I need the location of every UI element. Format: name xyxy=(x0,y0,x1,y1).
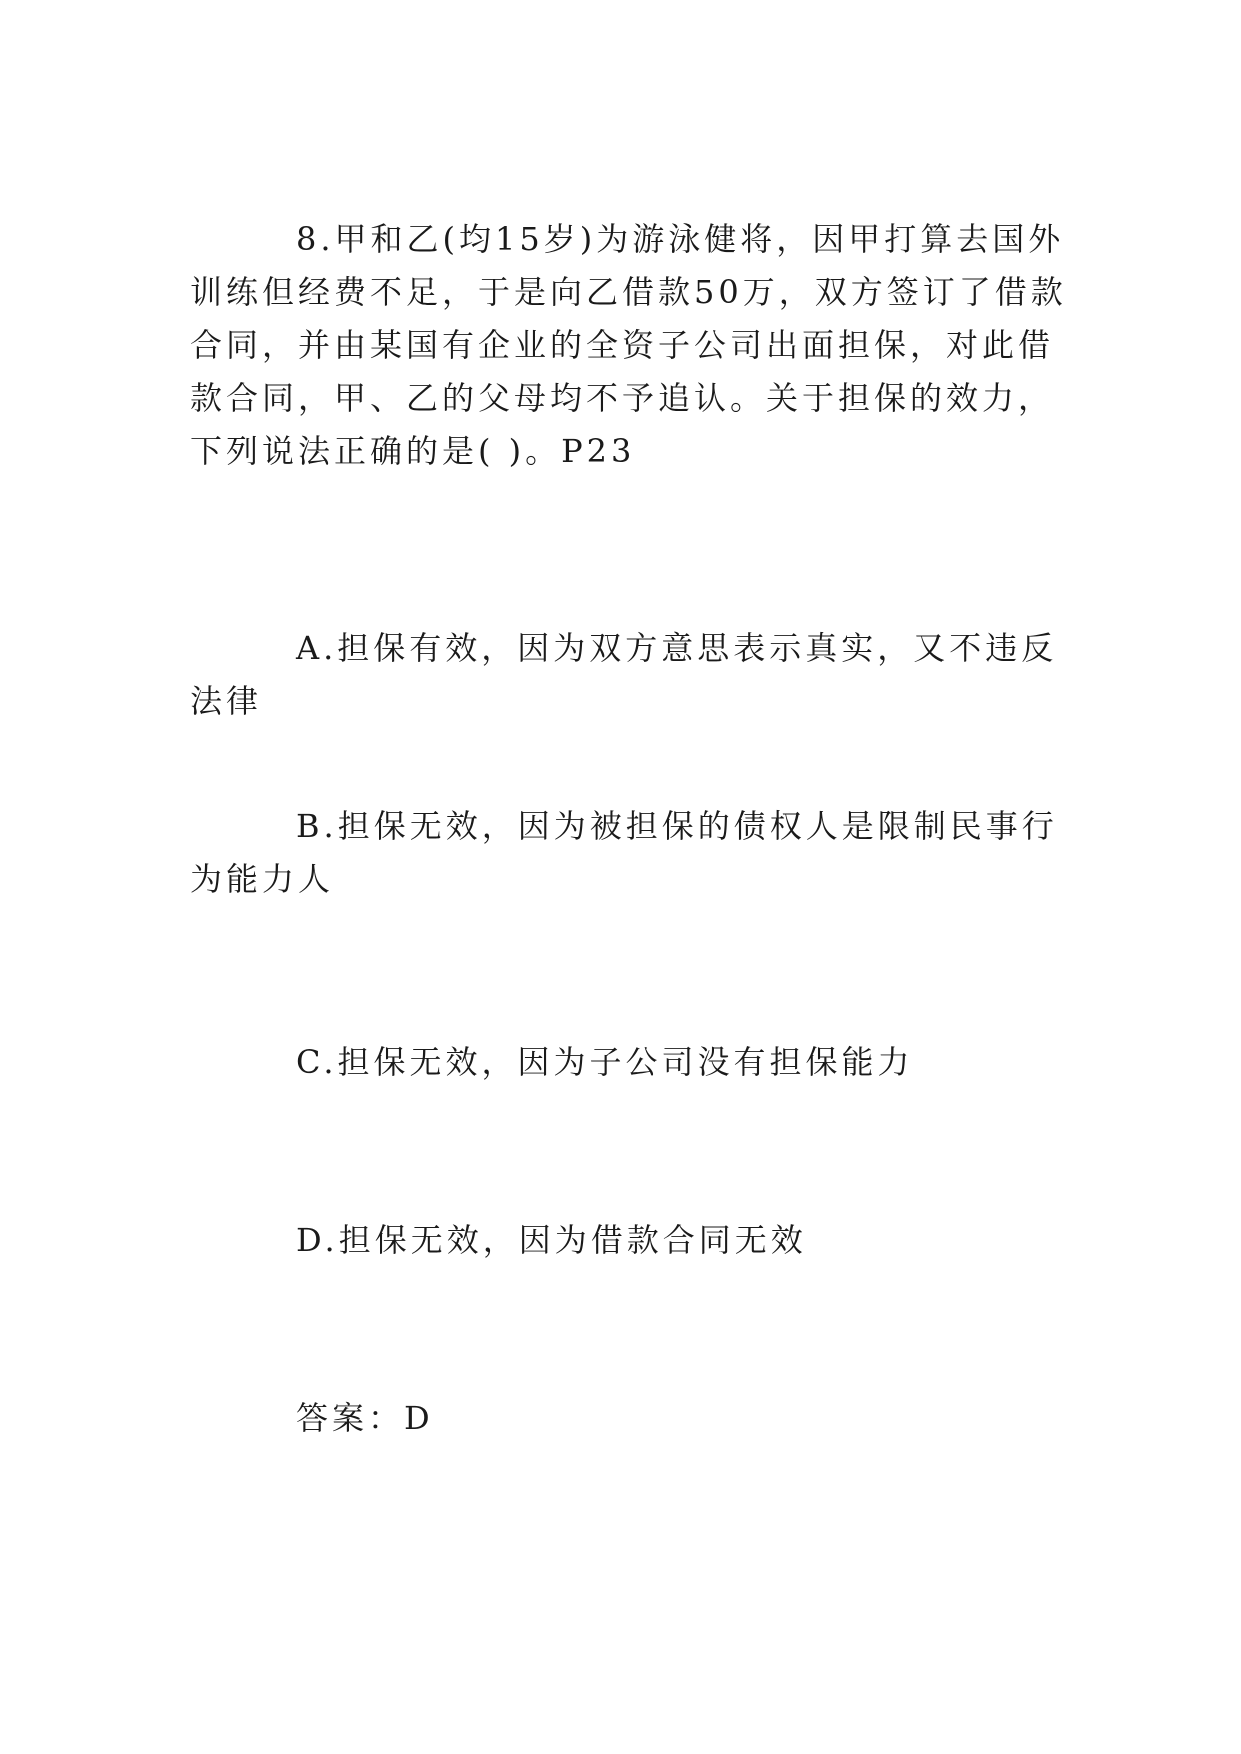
option-d: D.担保无效，因为借款合同无效 xyxy=(296,1221,807,1259)
option-c: C.担保无效，因为子公司没有担保能力 xyxy=(296,1043,914,1081)
option-a: A.担保有效，因为双方意思表示真实，又不违反法律 xyxy=(190,629,1058,720)
answer-text: 答案：D xyxy=(296,1399,434,1437)
question-text: 8.甲和乙(均15岁)为游泳健将，因甲打算去国外训练但经费不足，于是向乙借款50万，双方签订了借款合同，并由某国有企业的全资子公司出面担保，对此借款合同，甲、乙的父母均不予追认。关于担保的效力，下列说法正确的是( )。P23 xyxy=(190,220,1067,470)
option-b: B.担保无效，因为被担保的债权人是限制民事行为能力人 xyxy=(190,807,1058,898)
